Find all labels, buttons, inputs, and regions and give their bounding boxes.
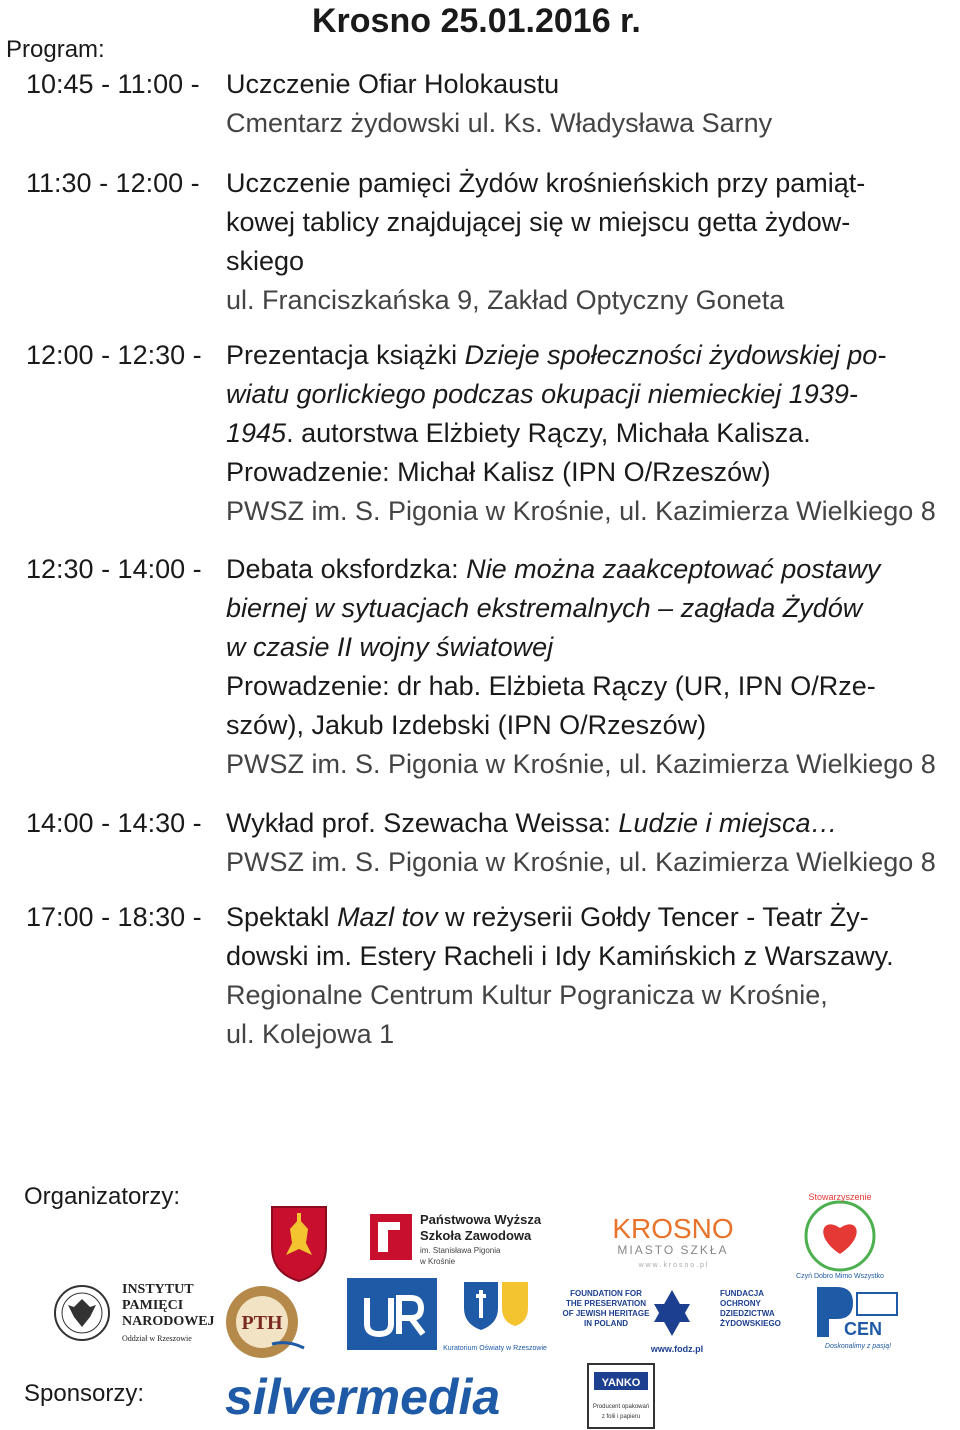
event-host-line: Prowadzenie: dr hab. Elżbieta Rączy (UR, IPN O/Rze-: [226, 671, 876, 701]
event-location: ul. Franciszkańska 9, Zakład Optyczny Goneta: [226, 285, 785, 315]
pwsz-line2: Szkoła Zawodowa: [420, 1228, 532, 1243]
event-time: 12:30 - 14:00 -: [26, 554, 202, 584]
event-prefix: Spektakl: [226, 902, 338, 932]
event-time: 17:00 - 18:30 -: [26, 902, 202, 932]
fodz-en4: IN POLAND: [584, 1319, 628, 1328]
fodz-en3: OF JEWISH HERITAGE: [562, 1309, 650, 1318]
event-location: Cmentarz żydowski ul. Ks. Władysława Sarny: [226, 108, 773, 138]
event-prefix: Debata oksfordzka:: [226, 554, 467, 584]
ipn-eagle-icon: [52, 1275, 215, 1355]
event-6: [26, 898, 956, 1054]
event-suffix: . autorstwa Elżbiety Rączy, Michała Kalisza.: [286, 418, 811, 448]
pwsz-logo: [370, 1208, 565, 1270]
book-title-line: wiatu gorlickiego podczas okupacji niemieckiej 1939-: [226, 379, 858, 409]
heart-icon: [793, 1190, 888, 1280]
silvermedia-text: silvermedia: [225, 1369, 501, 1425]
yanko-name: YANKO: [601, 1377, 641, 1389]
event-title-line: Uczczenie pamięci Żydów krośnieńskich przy pamiąt-: [226, 168, 866, 198]
event-time: 10:45 - 11:00 -: [26, 69, 200, 99]
event-location: PWSZ im. S. Pigonia w Krośnie, ul. Kazimierza Wielkiego 8: [226, 847, 936, 877]
ipn-line1: INSTYTUT: [122, 1282, 194, 1297]
ur-logo: [347, 1278, 437, 1350]
krosno-url: w w w . k r o s n o . p l: [638, 1262, 708, 1269]
pcen-mark-icon: [813, 1285, 903, 1350]
event-prefix: Prezentacja książki: [226, 340, 465, 370]
krosno-tagline: MIASTO SZKŁA: [617, 1243, 729, 1257]
kuratorium-mark-icon: [443, 1278, 547, 1356]
debate-title-line: biernej w sytuacjach ekstremalnych – zagłada Żydów: [226, 593, 863, 623]
silvermedia-wordmark-icon: [225, 1368, 555, 1423]
page-title: Krosno 25.01.2016 r.: [312, 2, 641, 40]
fodz-mark-icon: [552, 1282, 792, 1357]
event-3: [26, 336, 956, 531]
fodz-pl3: DZIEDZICTWA: [720, 1309, 775, 1318]
crest-icon: [268, 1203, 330, 1283]
pwsz-line1: Państwowa Wyższa: [420, 1212, 542, 1227]
fodz-pl1: FUNDACJA: [720, 1289, 764, 1298]
yanko-line1: Producent opakowań: [592, 1404, 650, 1410]
event-1: [26, 65, 956, 143]
krosno-name: KROSNO: [612, 1213, 734, 1244]
pcen-text: CEN: [843, 1319, 883, 1339]
event-time: 11:30 - 12:00 -: [26, 168, 200, 198]
kuratorium-logo: [443, 1278, 547, 1356]
fodz-en2: THE PRESERVATION: [565, 1299, 647, 1308]
ur-mark-icon: [347, 1278, 437, 1350]
stow-bottom: Czyń Dobro Mimo Wszystko: [796, 1273, 884, 1280]
fodz-pl2: OCHRONY: [720, 1299, 761, 1308]
krosno-logo: [598, 1210, 748, 1272]
event-title-line: skiego: [226, 246, 305, 276]
event-time: 12:00 - 12:30 -: [26, 340, 202, 370]
sponsors-label: Sponsorzy:: [24, 1380, 145, 1407]
fodz-url: www.fodz.pl: [650, 1344, 704, 1354]
event-title-line: dowski im. Estery Racheli i Idy Kamińskich z Warszawy.: [226, 941, 894, 971]
play-title: Mazl tov: [337, 902, 438, 932]
event-2: [26, 164, 956, 320]
program-label: Program:: [6, 36, 105, 63]
event-4: [26, 550, 956, 784]
event-suffix: w reżyserii Gołdy Tencer - Teatr Ży-: [437, 902, 869, 932]
pwsz-mark-icon: [370, 1208, 565, 1270]
pwsz-line3: im. Stanisława Pigonia: [420, 1246, 501, 1255]
event-location-line: Regionalne Centrum Kultur Pogranicza w Krośnie,: [226, 980, 828, 1010]
event-location: PWSZ im. S. Pigonia w Krośnie, ul. Kazimierza Wielkiego 8: [226, 496, 936, 526]
silvermedia-logo: [225, 1368, 555, 1423]
event-time: 14:00 - 14:30 -: [26, 808, 202, 838]
yanko-mark-icon: [586, 1362, 656, 1430]
fodz-logo: [552, 1282, 792, 1357]
krosno-mark-icon: [598, 1210, 748, 1272]
yanko-line2: z folii i papieru: [601, 1414, 641, 1420]
debate-title-line: w czasie II wojny światowej: [226, 632, 554, 662]
organizers-label: Organizatorzy:: [24, 1183, 181, 1210]
stowarzyszenie-logo: [793, 1190, 888, 1280]
ipn-line3: NARODOWEJ: [122, 1314, 215, 1329]
fodz-en1: FOUNDATION FOR: [570, 1289, 642, 1298]
pwsz-line4: w Krośnie: [420, 1257, 456, 1266]
stow-top: Stowarzyszenie: [808, 1192, 872, 1202]
event-host: Prowadzenie: Michał Kalisz (IPN O/Rzeszów): [226, 457, 771, 487]
book-title-line: 1945: [226, 418, 287, 448]
fodz-pl4: ŻYDOWSKIEGO: [720, 1319, 781, 1328]
ipn-logo: [52, 1275, 215, 1355]
pth-logo: [222, 1282, 307, 1362]
pcen-tagline: Doskonalimy z pasją!: [824, 1343, 892, 1350]
event-host-line: szów), Jakub Izdebski (IPN O/Rzeszów): [226, 710, 707, 740]
event-5: [26, 804, 956, 882]
podkarpackie-crest-logo: [268, 1203, 330, 1283]
lecture-title: Ludzie i miejsca…: [618, 808, 838, 838]
pth-seal-icon: [222, 1282, 307, 1362]
pth-text: PTH: [241, 1312, 283, 1334]
kuratorium-text: Kuratorium Oświaty w Rzeszowie: [443, 1345, 547, 1352]
event-location-line: ul. Kolejowa 1: [226, 1019, 395, 1049]
event-prefix: Wykład prof. Szewacha Weissa:: [226, 808, 619, 838]
pcen-logo: [813, 1285, 903, 1350]
yanko-logo: [586, 1362, 656, 1430]
book-title-line: Dzieje społeczności żydowskiej po-: [464, 340, 887, 370]
event-title: Uczczenie Ofiar Holokaustu: [226, 69, 560, 99]
ipn-line2: PAMIĘCI: [122, 1298, 184, 1313]
ipn-line4: Oddział w Rzeszowie: [122, 1334, 192, 1343]
event-location: PWSZ im. S. Pigonia w Krośnie, ul. Kazimierza Wielkiego 8: [226, 749, 936, 779]
debate-title-line: Nie można zaakceptować postawy: [466, 554, 881, 584]
event-title-line: kowej tablicy znajdującej się w miejscu getta żydow-: [226, 207, 851, 237]
